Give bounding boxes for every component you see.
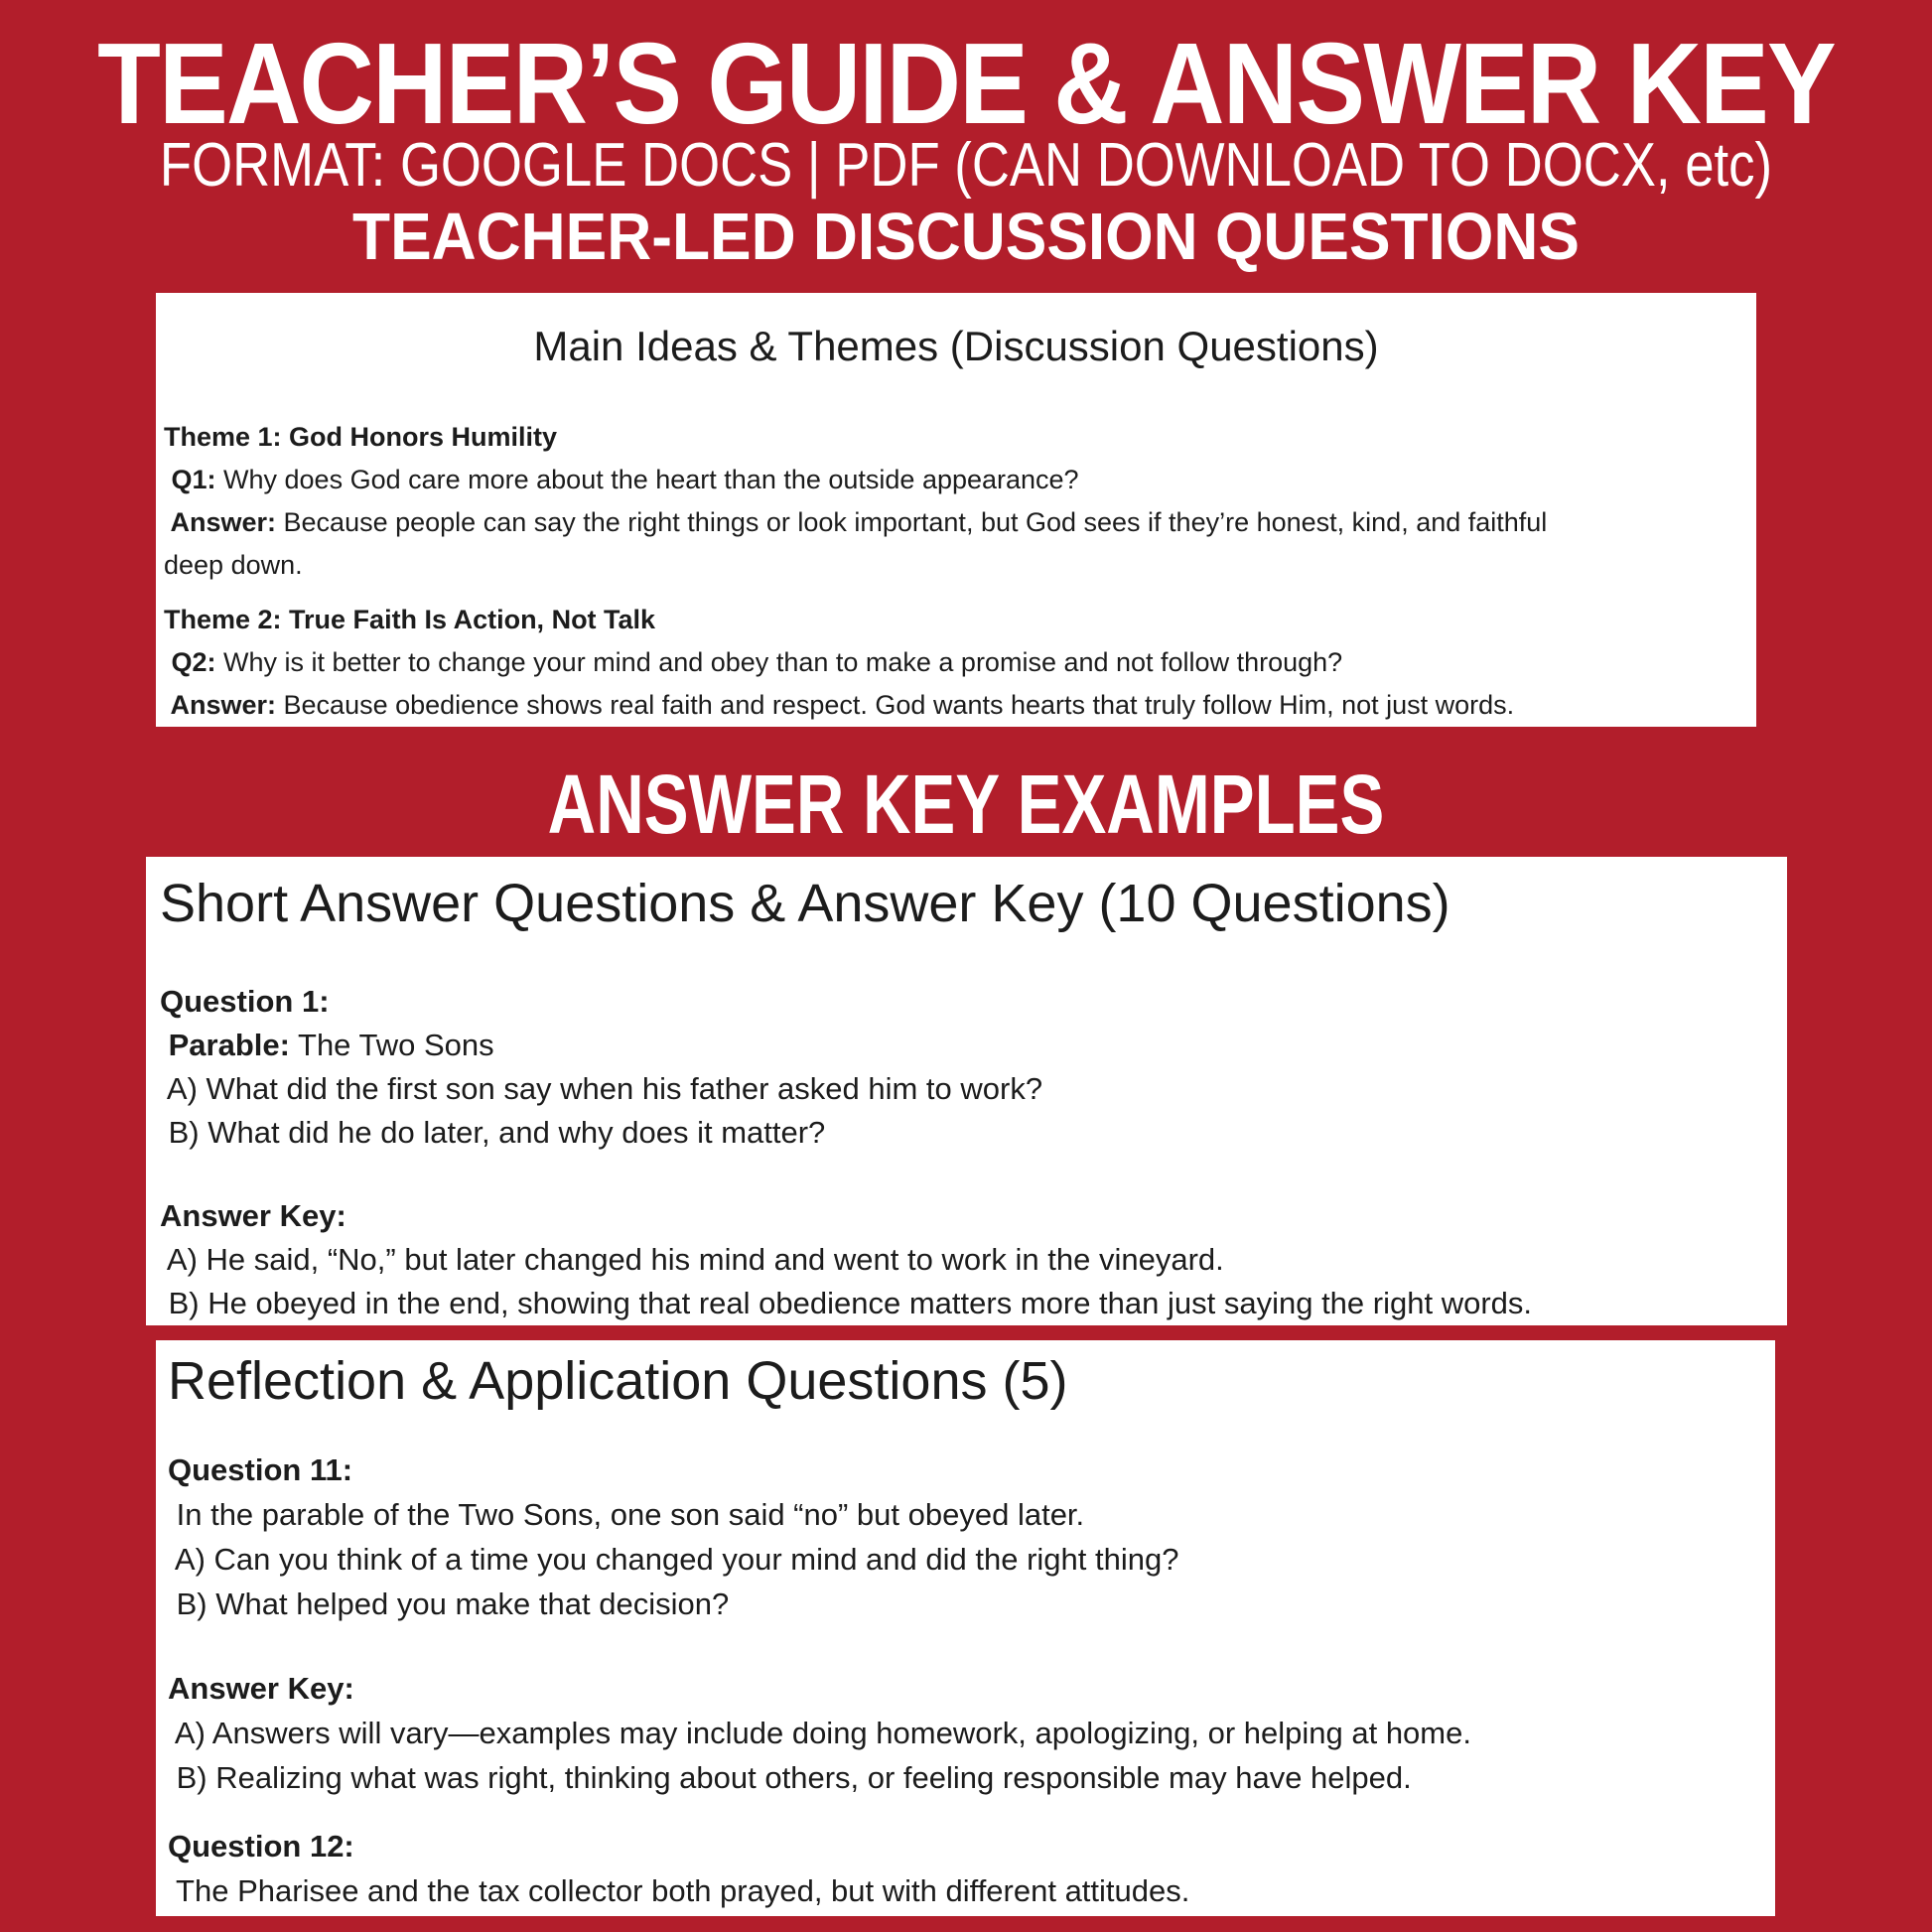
doc-line-text: Because people can say the right things or look important, but God sees if they’re honest, kind, and faithful: [276, 507, 1548, 537]
doc-line: [168, 1448, 1775, 1492]
doc-line: [164, 416, 1756, 459]
doc-line-label: Theme 2: True Faith Is Action, Not Talk: [164, 605, 656, 634]
doc-line: [168, 1582, 1775, 1626]
doc-line: [168, 1537, 1775, 1582]
doc-line-text: Why does God care more about the heart than the outside appearance?: [215, 465, 1079, 494]
doc-title-reflection: Reflection & Application Questions (5): [168, 1351, 1068, 1411]
doc-line-text: In the parable of the Two Sons, one son said “no” but obeyed later.: [168, 1497, 1085, 1532]
doc-line-text: A) What did the first son say when his father asked him to work?: [160, 1071, 1043, 1106]
doc-line: [160, 1238, 1787, 1282]
doc-line: [160, 1194, 1787, 1238]
section-heading: TEACHER-LED DISCUSSION QUESTIONS: [352, 200, 1580, 274]
doc-line-text: B) Realizing what was right, thinking about others, or feeling responsible may have helped.: [168, 1760, 1412, 1795]
doc-line-label: Answer:: [164, 507, 277, 537]
doc-body-short-answer: [160, 980, 1787, 1325]
doc-line-text: Because obedience shows real faith and respect. God wants hearts that truly follow Him, not just words.: [276, 690, 1515, 720]
doc-line-text: B) What helped you make that decision?: [168, 1587, 730, 1621]
doc-line-label: Answer Key:: [160, 1198, 346, 1233]
doc-line-label: Question 1:: [160, 984, 330, 1019]
doc-line: [164, 684, 1756, 727]
doc-line: [160, 1024, 1787, 1067]
doc-line: [164, 544, 1756, 587]
doc-line: [164, 459, 1756, 501]
doc-body-main-ideas: [164, 416, 1756, 727]
doc-line: [168, 1492, 1775, 1537]
doc-line-label: Parable:: [160, 1028, 290, 1062]
doc-line-label: Q2:: [164, 647, 216, 677]
doc-line-label: Q1:: [164, 465, 216, 494]
answer-key-examples-heading: ANSWER KEY EXAMPLES: [547, 758, 1385, 851]
doc-line: [160, 1067, 1787, 1111]
doc-line-text: A) Can you think of a time you changed your mind and did the right thing?: [168, 1542, 1179, 1577]
doc-panel-reflection: [156, 1340, 1775, 1916]
doc-line-text: The Pharisee and the tax collector both prayed, but with different attitudes.: [168, 1873, 1190, 1908]
doc-line: [164, 641, 1756, 684]
doc-line: [164, 501, 1756, 544]
doc-line-text: B) What did he do later, and why does it matter?: [160, 1115, 826, 1150]
doc-line: [168, 1868, 1775, 1913]
doc-line-label: Answer Key:: [168, 1671, 354, 1706]
doc-line-text: A) Answers will vary—examples may include doing homework, apologizing, or helping at home.: [168, 1716, 1471, 1750]
doc-line-label: Question 11:: [168, 1452, 353, 1487]
doc-line-text: B) He obeyed in the end, showing that real obedience matters more than just saying the right words.: [160, 1286, 1532, 1320]
doc-line: [160, 980, 1787, 1024]
page-title: TEACHER’S GUIDE & ANSWER KEY: [97, 19, 1835, 148]
doc-line-text: deep down.: [164, 550, 303, 580]
doc-line-text: Why is it better to change your mind and obey than to make a promise and not follow through?: [215, 647, 1343, 677]
doc-line: [168, 1755, 1775, 1800]
doc-line: [160, 1282, 1787, 1325]
doc-body-reflection: [168, 1448, 1775, 1913]
format-subtitle: FORMAT: GOOGLE DOCS | PDF (CAN DOWNLOAD TO DOCX, etc): [159, 131, 1773, 200]
doc-line: [168, 1711, 1775, 1755]
doc-panel-main-ideas: [156, 293, 1756, 727]
doc-title-short-answer: Short Answer Questions & Answer Key (10 Questions): [160, 874, 1450, 933]
doc-title-main-ideas: Main Ideas & Themes (Discussion Questions): [533, 323, 1379, 369]
doc-line: [160, 1111, 1787, 1155]
doc-line: [168, 1824, 1775, 1868]
doc-panel-short-answer: [146, 857, 1787, 1325]
doc-line-label: Question 12:: [168, 1829, 354, 1863]
doc-line-text: The Two Sons: [289, 1028, 494, 1062]
doc-line-label: Theme 1: God Honors Humility: [164, 422, 558, 452]
doc-line: [164, 599, 1756, 641]
doc-line: [168, 1666, 1775, 1711]
doc-line-text: A) He said, “No,” but later changed his mind and went to work in the vineyard.: [160, 1242, 1224, 1277]
doc-line-label: Answer:: [164, 690, 277, 720]
